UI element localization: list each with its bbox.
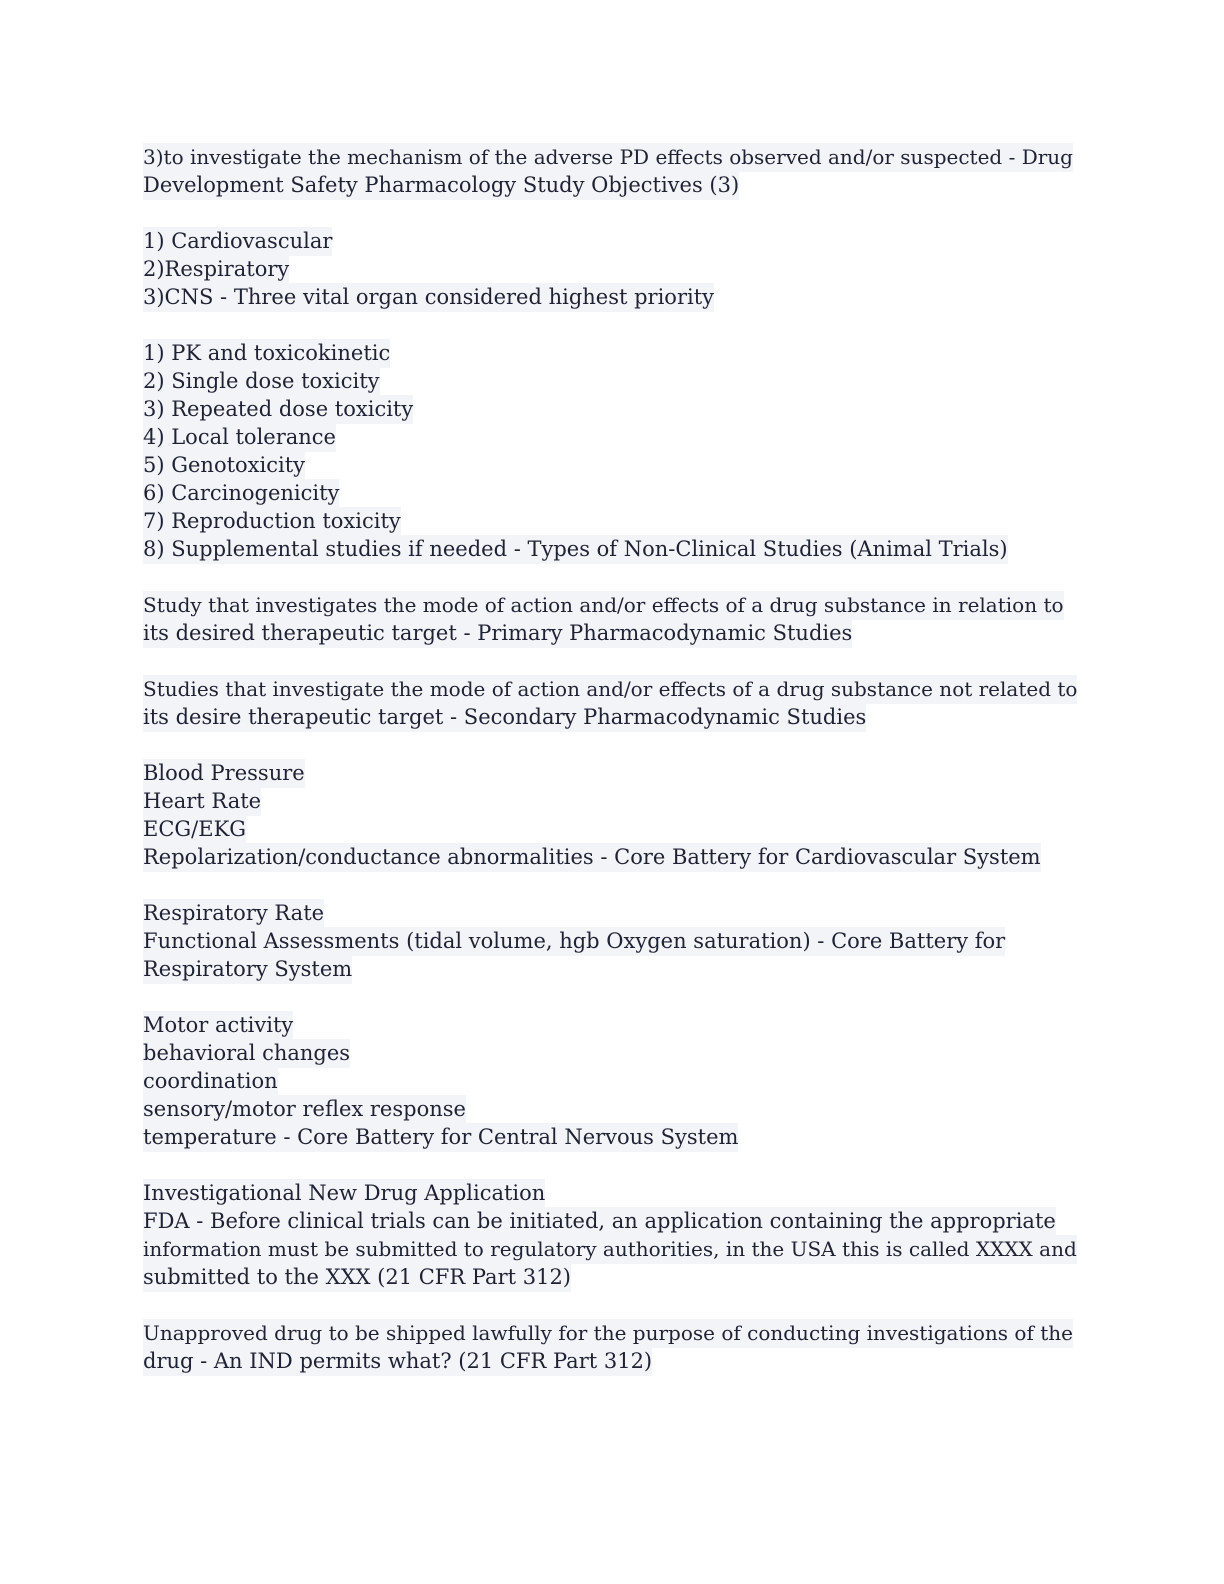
text-line: submitted to the XXX (21 CFR Part 312) bbox=[143, 1263, 1083, 1291]
flashcard-block bbox=[143, 591, 1083, 647]
text-line: Repolarization/conductance abnormalities - Core Battery for Cardiovascular System bbox=[143, 843, 1083, 871]
flashcard-block bbox=[143, 1011, 1083, 1151]
text-line: 6) Carcinogenicity bbox=[143, 479, 1083, 507]
text-line: Heart Rate bbox=[143, 787, 1083, 815]
flashcard-block bbox=[143, 675, 1083, 731]
text-line: Study that investigates the mode of action and/or effects of a drug substance in relation to bbox=[143, 591, 1083, 619]
text-line: Respiratory Rate bbox=[143, 899, 1083, 927]
flashcard-block bbox=[143, 759, 1083, 871]
text-line: Unapproved drug to be shipped lawfully for the purpose of conducting investigations of the bbox=[143, 1319, 1083, 1347]
text-line: its desire therapeutic target - Secondary Pharmacodynamic Studies bbox=[143, 703, 1083, 731]
text-line: 1) Cardiovascular bbox=[143, 227, 1083, 255]
text-line: drug - An IND permits what? (21 CFR Part 312) bbox=[143, 1347, 1083, 1375]
flashcard-block bbox=[143, 339, 1083, 563]
flashcard-block bbox=[143, 143, 1083, 199]
text-line: 8) Supplemental studies if needed - Types of Non-Clinical Studies (Animal Trials) bbox=[143, 535, 1083, 563]
flashcard-block bbox=[143, 1179, 1083, 1291]
text-line: Functional Assessments (tidal volume, hgb Oxygen saturation) - Core Battery for bbox=[143, 927, 1083, 955]
document-body bbox=[143, 143, 1083, 1403]
text-line: Studies that investigate the mode of action and/or effects of a drug substance not related to bbox=[143, 675, 1083, 703]
text-line: information must be submitted to regulatory authorities, in the USA this is called XXXX and bbox=[143, 1235, 1083, 1263]
text-line: sensory/motor reflex response bbox=[143, 1095, 1083, 1123]
text-line: 3)to investigate the mechanism of the adverse PD effects observed and/or suspected - Drug bbox=[143, 143, 1083, 171]
text-line: 3)CNS - Three vital organ considered highest priority bbox=[143, 283, 1083, 311]
text-line: Development Safety Pharmacology Study Objectives (3) bbox=[143, 171, 1083, 199]
text-line: 3) Repeated dose toxicity bbox=[143, 395, 1083, 423]
text-line: its desired therapeutic target - Primary Pharmacodynamic Studies bbox=[143, 619, 1083, 647]
text-line: temperature - Core Battery for Central Nervous System bbox=[143, 1123, 1083, 1151]
flashcard-block bbox=[143, 899, 1083, 983]
text-line: 4) Local tolerance bbox=[143, 423, 1083, 451]
text-line: Investigational New Drug Application bbox=[143, 1179, 1083, 1207]
text-line: Respiratory System bbox=[143, 955, 1083, 983]
text-line: 2) Single dose toxicity bbox=[143, 367, 1083, 395]
text-line: coordination bbox=[143, 1067, 1083, 1095]
text-line: ECG/EKG bbox=[143, 815, 1083, 843]
text-line: 2)Respiratory bbox=[143, 255, 1083, 283]
text-line: Blood Pressure bbox=[143, 759, 1083, 787]
text-line: 7) Reproduction toxicity bbox=[143, 507, 1083, 535]
flashcard-block bbox=[143, 227, 1083, 311]
flashcard-block bbox=[143, 1319, 1083, 1375]
text-line: FDA - Before clinical trials can be initiated, an application containing the appropriate bbox=[143, 1207, 1083, 1235]
text-line: 1) PK and toxicokinetic bbox=[143, 339, 1083, 367]
text-line: 5) Genotoxicity bbox=[143, 451, 1083, 479]
text-line: behavioral changes bbox=[143, 1039, 1083, 1067]
text-line: Motor activity bbox=[143, 1011, 1083, 1039]
